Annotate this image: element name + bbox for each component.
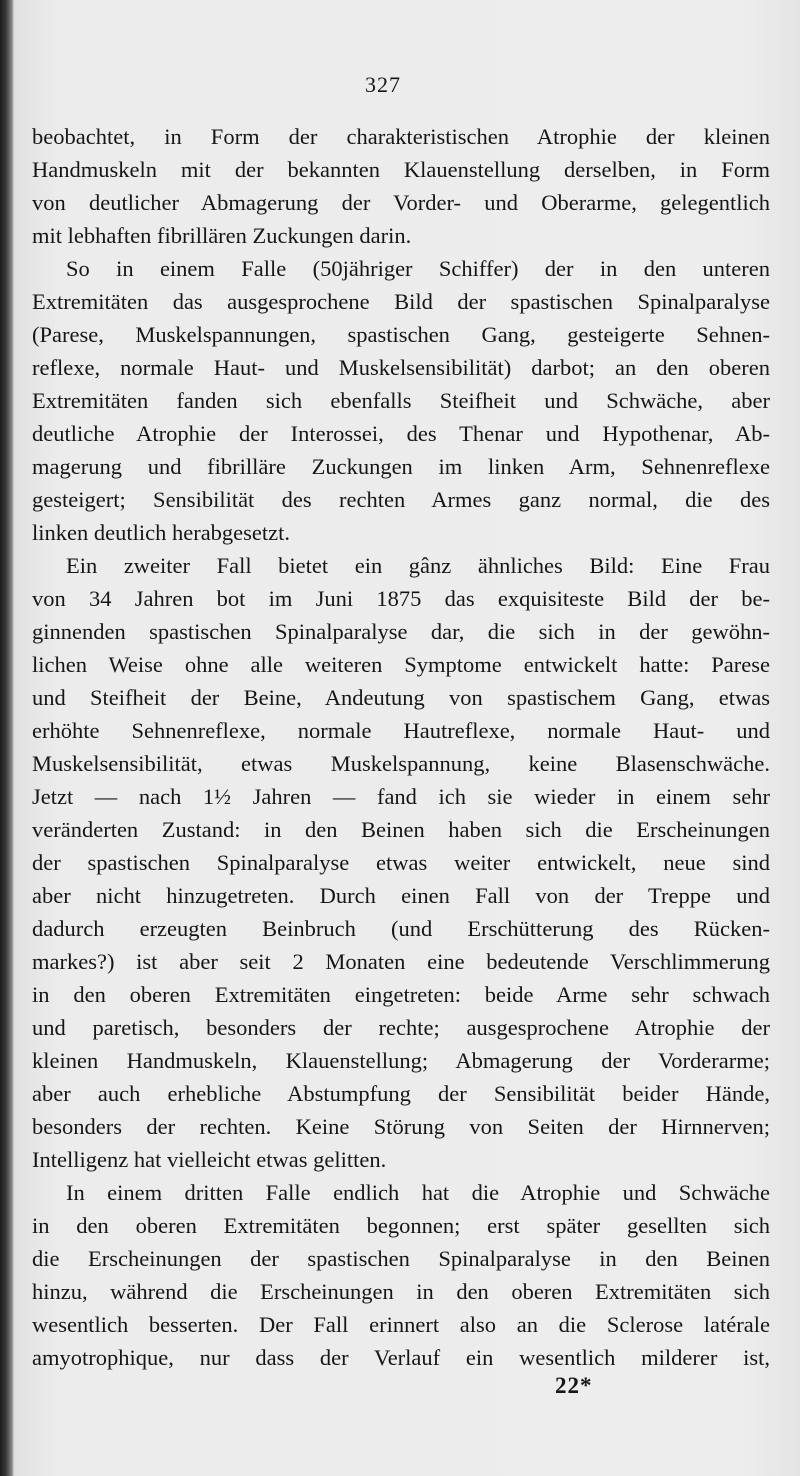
text-line: beobachtet, in Form der charakteristischen Atrophie der kleinen (32, 124, 770, 149)
text-line: aber nicht hinzugetreten. Durch einen Fall von der Treppe und (32, 883, 770, 908)
text-line: magerung und fibrilläre Zuckungen im linken Arm, Sehnenreflexe (32, 454, 770, 479)
text-line: mit lebhaften fibrillären Zuckungen darin. (32, 223, 412, 248)
text-line: In einem dritten Falle endlich hat die Atrophie und Schwäche (66, 1180, 770, 1205)
signature-mark: 22* (555, 1373, 593, 1398)
text-line: deutliche Atrophie der Interossei, des Thenar und Hypothenar, Ab- (32, 421, 770, 446)
text-line: Muskelsensibilität, etwas Muskelspannung, keine Blasenschwäche. (32, 751, 770, 776)
text-line: linken deutlich herabgesetzt. (32, 520, 291, 545)
text-line: und Steifheit der Beine, Andeutung von spastischem Gang, etwas (32, 685, 770, 710)
text-line: erhöhte Sehnenreflexe, normale Hautreflexe, normale Haut- und (32, 718, 770, 743)
text-line: in den oberen Extremitäten eingetreten: beide Arme sehr schwach (32, 982, 770, 1007)
text-line: Ein zweiter Fall bietet ein gânz ähnliches Bild: Eine Frau (66, 553, 770, 578)
text-line: amyotrophique, nur dass der Verlauf ein wesentlich milderer ist, (32, 1345, 770, 1370)
text-line: kleinen Handmuskeln, Klauenstellung; Abmagerung der Vorderarme; (32, 1048, 770, 1073)
text-line: aber auch erhebliche Abstumpfung der Sensibilität beider Hände, (32, 1081, 770, 1106)
text-line: hinzu, während die Erscheinungen in den oberen Extremitäten sich (32, 1279, 770, 1304)
text-line: von 34 Jahren bot im Juni 1875 das exquisiteste Bild der be- (32, 586, 770, 611)
text-line: (Parese, Muskelspannungen, spastischen Gang, gesteigerte Sehnen- (32, 322, 770, 347)
text-line: Extremitäten das ausgesprochene Bild der spastischen Spinalparalyse (32, 289, 770, 314)
book-binding-shadow (0, 0, 14, 1476)
text-line: in den oberen Extremitäten begonnen; erst später gesellten sich (32, 1213, 770, 1238)
page-number: 327 (365, 72, 401, 97)
text-line: ginnenden spastischen Spinalparalyse dar, die sich in der gewöhn- (32, 619, 770, 644)
text-line: dadurch erzeugten Beinbruch (und Erschütterung des Rücken- (32, 916, 770, 941)
text-line: die Erscheinungen der spastischen Spinalparalyse in den Beinen (32, 1246, 770, 1271)
text-line: und paretisch, besonders der rechte; ausgesprochene Atrophie der (32, 1015, 770, 1040)
text-line: Handmuskeln mit der bekannten Klauenstellung derselben, in Form (32, 157, 770, 182)
text-line: Intelligenz hat vielleicht etwas gelitten. (32, 1147, 387, 1172)
text-line: von deutlicher Abmagerung der Vorder- und Oberarme, gelegentlich (32, 190, 770, 215)
text-line: lichen Weise ohne alle weiteren Symptome entwickelt hatte: Parese (32, 652, 770, 677)
text-line: gesteigert; Sensibilität des rechten Armes ganz normal, die des (32, 487, 770, 512)
text-line: So in einem Falle (50jähriger Schiffer) der in den unteren (66, 256, 770, 281)
text-line: reflexe, normale Haut- und Muskelsensibilität) darbot; an den oberen (32, 355, 770, 380)
text-line: der spastischen Spinalparalyse etwas weiter entwickelt, neue sind (32, 850, 770, 875)
text-line: wesentlich besserten. Der Fall erinnert also an die Sclerose latérale (32, 1312, 770, 1337)
text-line: Jetzt — nach 1½ Jahren — fand ich sie wieder in einem sehr (32, 784, 770, 809)
text-line: veränderten Zustand: in den Beinen haben sich die Erscheinungen (32, 817, 770, 842)
text-line: markes?) ist aber seit 2 Monaten eine bedeutende Verschlimmerung (32, 949, 770, 974)
text-line: Extremitäten fanden sich ebenfalls Steifheit und Schwäche, aber (32, 388, 770, 413)
text-line: besonders der rechten. Keine Störung von Seiten der Hirnnerven; (32, 1114, 770, 1139)
